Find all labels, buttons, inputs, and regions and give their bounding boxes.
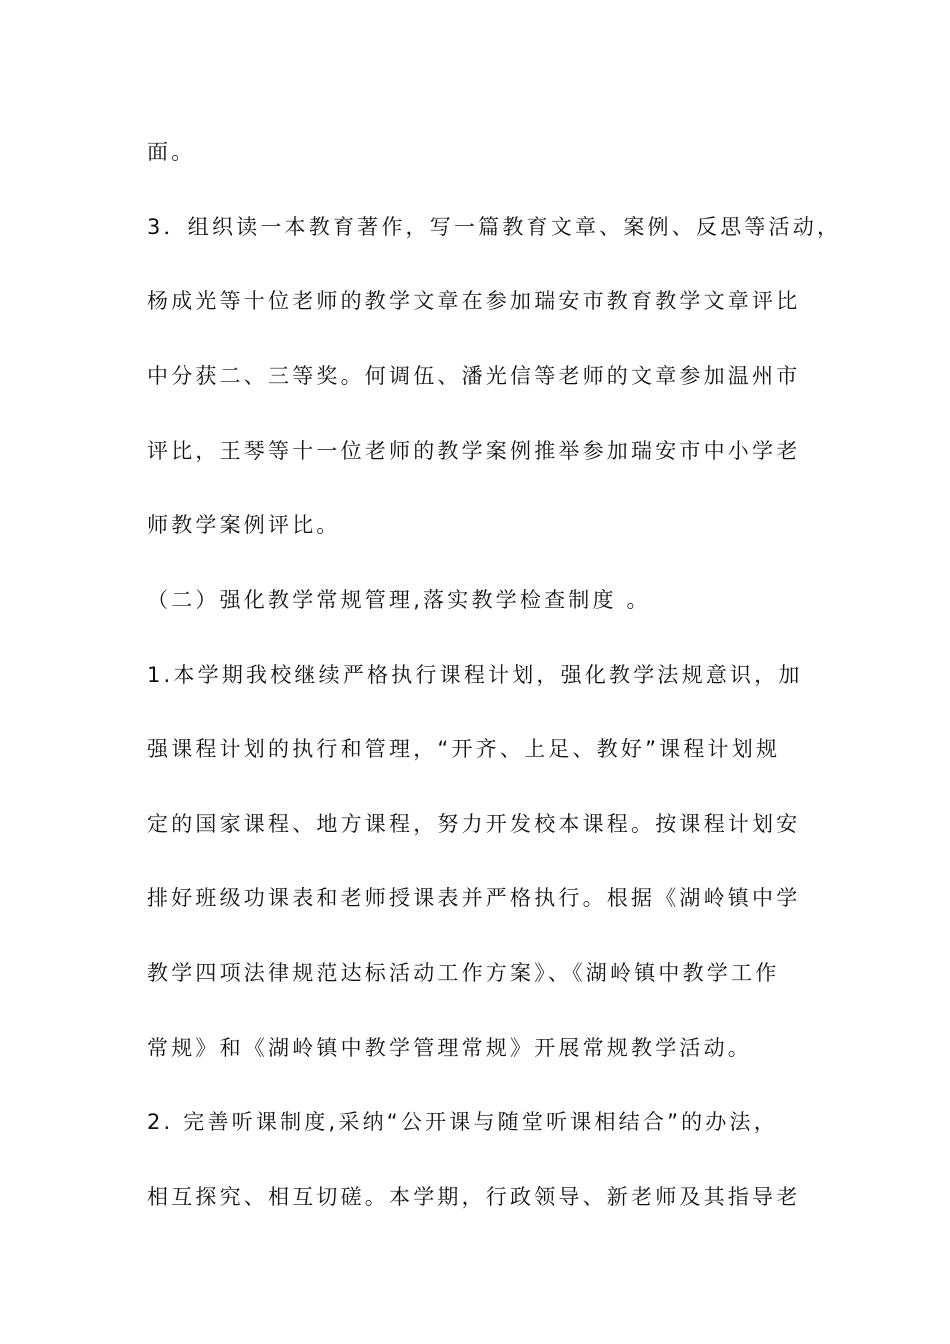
text-line: 师教学案例评比。 xyxy=(147,513,341,537)
text-line: 评比，王琴等十一位老师的教学案例推举参加瑞安市中小学老 xyxy=(147,439,801,463)
text-line: 1.本学期我校继续严格执行课程计划，强化教学法规意识，加 xyxy=(147,663,803,687)
text-line: 常规》和《湖岭镇中教学管理常规》开展常规教学活动。 xyxy=(147,1036,752,1060)
text-line: 2. 完善听课制度,采纳“公开课与随堂听课相结合”的办法， xyxy=(147,1110,778,1134)
text-line: 定的国家课程、地方课程，努力开发校本课程。按课程计划安 xyxy=(147,812,801,836)
text-line: 杨成光等十位老师的教学文章在参加瑞安市教育教学文章评比 xyxy=(147,289,801,313)
text-line: 强课程计划的执行和管理，“开齐、上足、教好”课程计划规 xyxy=(147,737,781,761)
text-line: 相互探究、相互切磋。本学期，行政领导、新老师及其指导老 xyxy=(147,1185,801,1209)
text-line: 3．组织读一本教育著作，写一篇教育文章、案例、反思等活动， xyxy=(147,215,842,239)
text-line: 排好班级功课表和老师授课表并严格执行。根据《湖岭镇中学 xyxy=(147,886,801,910)
text-line: 中分获二、三等奖。何调伍、潘光信等老师的文章参加温州市 xyxy=(147,364,801,388)
section-heading: （二）强化教学常规管理,落实教学检查制度 。 xyxy=(147,588,651,612)
text-line: 教学四项法律规范达标活动工作方案》、《湖岭镇中教学工作 xyxy=(147,961,780,985)
text-line: 面。 xyxy=(147,140,196,164)
